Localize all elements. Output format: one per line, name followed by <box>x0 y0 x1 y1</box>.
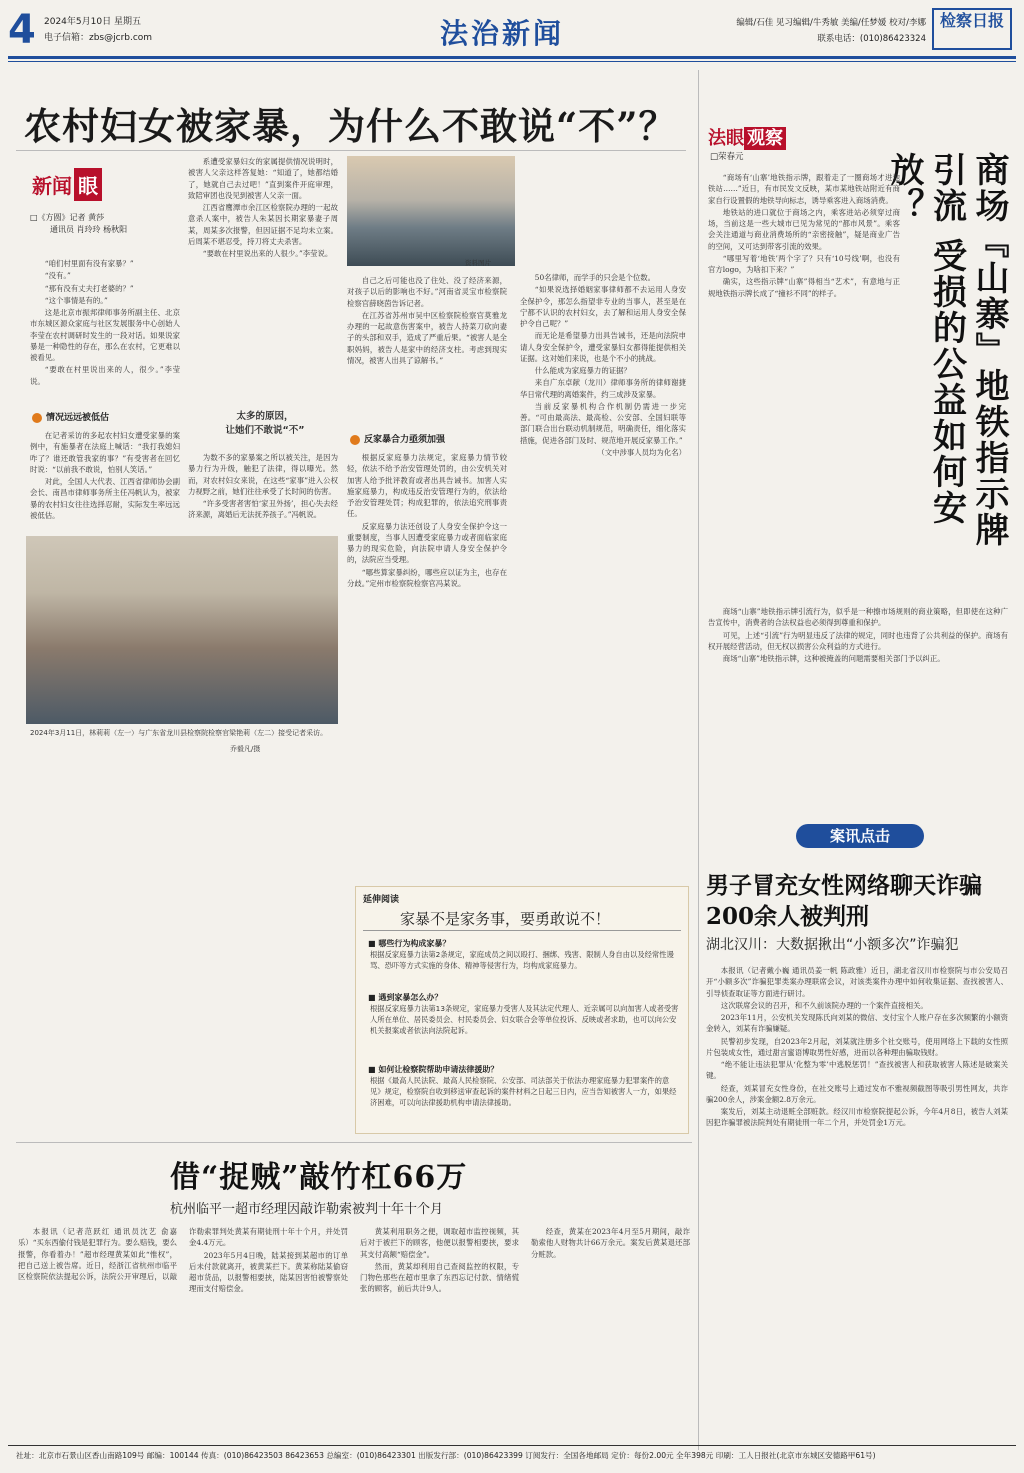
bottom-headline: 借“捉贼”敲竹杠66万 <box>170 1160 468 1195</box>
paragraph: 反家庭暴力法还创设了人身安全保护令这一重要制度，当事人因遭受家庭暴力或者面临家庭暴力的现实危险，向法院申请人身安全保护令的，法院应当受理。 <box>347 521 507 565</box>
section-title: 法治新闻 <box>440 17 565 50</box>
paragraph: “如果说选择婚姻家事律师都不去运用人身安全保护令，那怎么指望非专业的当事人，甚至是在宁都不认识的农村妇女，去了解和运用人身安全保护令自己呢？” <box>520 285 686 328</box>
subhead-marker-icon <box>32 413 42 423</box>
paragraph: 系遭受家暴妇女的家属提供情况说明时，被害人父亲这样答复她：“知道了，她都结婚了，她就自己去过吧！”直到案件开庭审理，致陪审团也没见到被害人父亲一面。 <box>188 157 338 200</box>
main-column-1 <box>30 258 180 388</box>
faq-answer: 根据反家庭暴力法第2条规定，家庭成员之间以殴打、捆绑、残害、限制人身自由以及经常性谩骂、恐吓等方式实施的身体、精神等侵害行为，均构成家庭暴力。 <box>370 950 674 970</box>
subhead-marker-icon <box>350 435 360 445</box>
paragraph: 而无论是希望暴力出具告诫书，还是向法院申请人身安全保护令，遭受家暴妇女都得能提供相关证据。这对她们来说，也是个不小的挑战。 <box>520 331 686 363</box>
commentary-headline: 商场『山寨』地铁指示牌引流 受损的公益如何安放？ <box>884 152 1009 548</box>
column-divider <box>698 70 699 1450</box>
law-eye-label-a: 法眼 <box>708 128 744 149</box>
subhead-joint-force <box>350 432 445 445</box>
paragraph: 这次联席会议的召开，和不久前该院办理的一个案件直接相关。 <box>720 1000 928 1010</box>
bottom-subheadline: 杭州临平一超市经理因敲诈勒索被判十年十个月 <box>170 1202 444 1217</box>
extended-reading-title: 家暴不是家务事，要勇敢说不！ <box>400 910 611 928</box>
paragraph: 江西省鹰潭市余江区检察院办理的一起故意杀人案中，被告人朱某因长期家暴妻子周某，周某多次报警，但因证据不足均未立案。后周某不堪忍受，持刀将丈夫杀害。 <box>188 203 338 246</box>
newspaper-logo: 检察日报 <box>932 8 1012 50</box>
paragraph: 来自广东卓献（龙川）律师事务所的律师谢捷华日常代理的离婚案件，约三成涉及家暴。 <box>520 378 686 399</box>
paragraph: 自己之后可能也没了住处、没了经济来源，对孩子以后的影响也不好。”河南省灵宝市检察院检察官薛晓茵告诉记者。 <box>347 276 507 308</box>
main-column-4 <box>520 272 686 459</box>
main-column-2b <box>188 452 338 522</box>
case-news-label: 案讯点击 <box>796 824 924 848</box>
paragraph: 黄某利用职务之便，调取超市监控视频，其后对于被拦下的顾客，他便以报警相要挟，要求其支付高额“赔偿金”。 <box>360 1227 519 1259</box>
faq-answer: 根据反家庭暴力法第13条规定，家庭暴力受害人及其法定代理人、近亲属可以向加害人或者受害人所在单位、居民委员会、村民委员会、妇女联合会等单位投诉、反映或者求助，也可以向公安机关报案或者依法向法院起诉。 <box>370 1004 679 1035</box>
paragraph: “哪里写着‘地铁’两个字了？只有‘10号线’啊，也没有官方logo，为啥扣下来？” <box>708 253 900 274</box>
paragraph: “许多受害者害怕‘家丑外扬’，担心失去经济来源，离婚后无法抚养孩子。”冯帆说。 <box>188 499 338 520</box>
bottom-story-rule <box>16 1142 692 1143</box>
contact-phone: 联系电话：(010)86423324 <box>817 34 926 44</box>
paragraph: “那有没有丈夫打老婆的？” <box>44 283 134 293</box>
paragraph: 50名律师，而学手的只会是个位数。 <box>534 273 656 282</box>
byline-reporter: □《方圆》记者 黄莎 <box>30 213 105 222</box>
paragraph: 本报讯（记者戴小巍 通讯员姜一帆 陈政雅）近日，湖北省汉川市检察院与市公安局召开“小额多次”诈骗犯罪类案办理联席会议，对该类案件办理中如何收集证据、查找被害人、引导侦查取证等方面进行研讨。 <box>706 966 1008 998</box>
interview-photo <box>26 536 338 724</box>
footer-info: 社址：北京市石景山区香山南路109号 邮编：100144 传真：(010)86423503 86423653 总编室：(010)86423301 出版发行部：(010)86423399 订阅发行：全国各地邮局 定价：每份2.00元 全年398元 印刷：工人日报社(北京市东城区安德路甲61号) <box>16 1451 876 1460</box>
main-headline: 农村妇女被家暴，为什么不敢说“不”？ <box>24 104 677 148</box>
main-column-3b <box>347 452 507 590</box>
masthead-rule <box>8 56 1016 59</box>
subhead-text: 反家暴合力亟须加强 <box>364 435 446 445</box>
paragraph: “要敢在村里说出来的人很少。”李莹说。 <box>202 249 333 258</box>
photo-credit: 乔毅凡/摄 <box>230 745 261 753</box>
pull-quote <box>200 410 330 439</box>
page-number: 4 <box>8 7 36 53</box>
issue-date: 2024年5月10日 星期五 <box>44 17 141 27</box>
paragraph: 当前反家暴机构合作机制仍需进一步完善。“可由最高法、最高检、公安部、全国妇联等部门联合出台联动机制规范，明确责任，细化落实措施，促进各部门及时、规范地开展反家暴工作。” <box>520 401 686 445</box>
column-label-news-eye <box>32 168 102 201</box>
paragraph: 地铁站的进口就位于商场之内，乘客进站必须穿过商场，当前这是一些大城市已见为常见的“都市风景”。乘客会关注通道与商业消费场所的“亲密接触”，疑是商业广告的空间，又可达到带客引流的效果。 <box>708 207 900 251</box>
photo-caption: 2024年3月11日，林莉莉（左一）与广东省龙川县检察院检察官梁艳莉（左二）接受记者采访。 <box>30 729 328 737</box>
column-label-big: 眼 <box>74 168 102 201</box>
bottom-story-body <box>18 1226 690 1295</box>
case-news-subheadline: 湖北汉川：大数据揪出“小额多次”诈骗犯 <box>706 937 959 953</box>
story-note: （文中涉事人员均为化名） <box>597 447 686 457</box>
paragraph: 2023年5月4日晚，陆某接到某超市的订单后未付款就离开，被黄某拦下。黄某称陆某偷窃超市货品，以报警相要挟，陆某因害怕被警察处理而支付赔偿金。 <box>189 1250 348 1294</box>
masthead-rule-thin <box>8 61 1016 62</box>
law-eye-label <box>708 124 786 150</box>
subhead-underestimated <box>32 410 109 423</box>
paragraph: 经查，刘某冒充女性身份，在社交账号上通过发布不雅视频截图等吸引男性网友，共诈骗200余人，涉案金额2.8万余元。 <box>706 1083 1008 1104</box>
editors-credit: 编辑/石佳 见习编辑/牛秀敏 美编/任梦媛 校对/李娜 <box>736 18 926 28</box>
paragraph: 经查，黄某在2023年4月至5月期间，敲诈勒索他人财物共计66万余元。案发后黄某退还部分赃款。 <box>531 1227 690 1259</box>
paragraph: 案发后，刘某主动退赃全部赃款。经汉川市检察院提起公诉，今年4月8日，被告人刘某因犯诈骗罪被法院判处有期徒刑一年二个月，并处罚金1万元。 <box>706 1107 1008 1128</box>
paragraph: 可见，上述“引流”行为明显违反了法律的规定，同时也违背了公共利益的保护。商场有权开展经营活动，但无权以损害公众利益的方式进行。 <box>708 630 1008 651</box>
paragraph: 2023年11月，公安机关发现陈氏向刘某的微信、支付宝个人账户存在多次频繁的小额资金转入，刘某有诈骗嫌疑。 <box>706 1013 1008 1034</box>
paragraph: 民警初步发现，自2023年2月起，刘某就注册多个社交账号，使用网络上下载的女性照片包装成女性，通过甜言蜜语博取男性好感，进而以各种理由骗取钱财。 <box>706 1036 1008 1057</box>
paragraph: 这是北京市振邦律师事务所副主任、北京市东城区源众家庭与社区发展服务中心创始人李莹在农村调研时发生的一段对话。如果说家暴是一种隐性的存在，那么在农村，它更难以被看见。 <box>30 308 180 362</box>
seaside-photo <box>347 156 515 266</box>
paragraph: “要敢在村里说出来的人，很少。”李莹说。 <box>30 365 180 386</box>
paragraph: 本报讯（记者范跃红 通讯员沈艺 俞嘉乐）“买东西偷付钱是犯罪行为。要么赔钱，要么报警，你看着办！”超市经理黄某如此“惟权”，把自己送上被告席。近日，经浙江省杭州市临平区检察院依法提起公诉，法院公开审理后，以敲诈勒索罪判处黄某有期徒刑十年十个月，并处罚金4.4万元。 <box>18 1227 348 1281</box>
faq-question: ■ 遇到家暴怎么办？ <box>368 993 443 1002</box>
case-news-headline: 男子冒充女性网络聊天诈骗200余人被判刑 <box>706 872 982 931</box>
law-eye-label-b: 观察 <box>744 127 786 150</box>
main-column-1b <box>30 430 180 522</box>
commentary-body-continued <box>708 606 1008 665</box>
paragraph: 然而，黄某却利用自己查阅监控的权限，专门物色那些在超市里拿了东西忘记付款、情绪慌张的顾客，前后共计9人。 <box>360 1261 519 1294</box>
column-label-text: 新闻 <box>32 174 72 198</box>
paragraph: “没有。” <box>44 271 71 281</box>
paragraph: “这个事情是有的。” <box>44 295 108 305</box>
paragraph: 在江苏省苏州市吴中区检察院检察官莫雅龙办理的一起故意伤害案中，被告人持菜刀砍向妻子的头部和双手，造成了严重后果。“被害人是全职妈妈，被告人是家中的经济支柱。考虑到现实情况，被害人出具了谅解书。” <box>347 310 507 365</box>
faq-question: ■ 哪些行为构成家暴？ <box>368 939 451 948</box>
paragraph: 对此，全国人大代表、江西省律师协会副会长、南昌市律师事务所主任冯帆认为，被家暴的农村妇女往往选择忍耐，实际发生率远远被低估。 <box>30 477 180 520</box>
paragraph: “商场有‘山寨’地铁指示牌，跟着走了一圈商场才进地铁站……”近日，有市民发文反映，某市某地铁站附近有商家自行设置假的地铁导向标志，诱导乘客进入商场消费。 <box>708 173 900 205</box>
headline-divider <box>16 150 686 151</box>
commentary-body <box>708 172 900 300</box>
paragraph: 确实，这些指示牌“山寨”得相当“艺术”，有意地与正规地铁指示牌长成了“撞衫不同”的样子。 <box>708 277 900 298</box>
faq-answer: 根据《最高人民法院、最高人民检察院、公安部、司法部关于依法办理家庭暴力犯罪案件的意见》规定，检察院自收到移送审查起诉的案件材料之日起三日内，应当告知被害人一方，如果经济困难，可以向法律援助机构申请法律援助。 <box>370 1076 677 1107</box>
main-column-2 <box>188 156 338 260</box>
byline-correspondents: 通讯员 肖玲玲 杨秋阳 <box>50 225 128 234</box>
paragraph: “哪些算家暴纠纷，哪些应以证为主，也存在分歧。”定州市检察院检察官冯某说。 <box>347 567 507 588</box>
paragraph: 商场“山寨”地铁指示牌引流行为，似乎是一种擦市场规则的商业策略，但即使在这种广告宣传中，消费者的合法权益也必须得到尊重和保护。 <box>708 607 1008 628</box>
paragraph: “咱们村里面有没有家暴？” <box>44 259 134 268</box>
photo-credit: 资料图片 <box>465 259 491 267</box>
paragraph: 在记者采访的多起农村妇女遭受家暴的案例中，有施暴者在法庭上喊话：“我打我媳妇咋了？谁还敢管我家的事？”有受害者在回忆时说：“以前我不敢说，怕别人笑话。” <box>30 431 180 474</box>
paragraph: 什么能成为家庭暴力的证据？ <box>534 366 631 375</box>
byline <box>30 212 180 236</box>
extended-reading-divider <box>363 930 681 931</box>
pull-quote-text: 太多的原因， 让她们不敢说“不” <box>225 411 305 437</box>
email-address: 电子信箱：zbs@jcrb.com <box>44 33 153 43</box>
paragraph: 为数不多的家暴案之所以被关注，是因为暴力行为升级，触犯了法律，得以曝光。然而，对农村妇女来说，在这些“家事”进入公权力视野之前，她们往往承受了长时间的伤害。 <box>188 453 338 496</box>
footer-rule <box>8 1445 1016 1446</box>
paragraph: “绝不能让违法犯罪从‘化整为零’中逃脱惩罚！”查找被害人和获取被害人陈述是破案关键。 <box>706 1060 1008 1081</box>
faq-question: ■ 如何让检察院帮助申请法律援助？ <box>368 1065 499 1074</box>
main-column-3 <box>347 275 507 367</box>
extended-reading-label: 延伸阅读 <box>363 895 400 905</box>
paragraph: 商场“山寨”地铁指示牌，这种被掩盖的问题需要相关部门予以纠正。 <box>722 654 945 663</box>
subhead-text: 情况远远被低估 <box>46 413 110 423</box>
commentary-author: □荣春元 <box>710 152 744 162</box>
case-news-body <box>706 965 1008 1130</box>
paragraph: 根据反家庭暴力法规定，家庭暴力情节较轻，依法不给予治安管理处罚的，由公安机关对加害人给予批评教育或者出具告诫书。加害人实施家庭暴力，构成违反治安管理行为的，依法给予治安管理处罚；构成犯罪的，依法追究刑事责任。 <box>347 453 507 519</box>
